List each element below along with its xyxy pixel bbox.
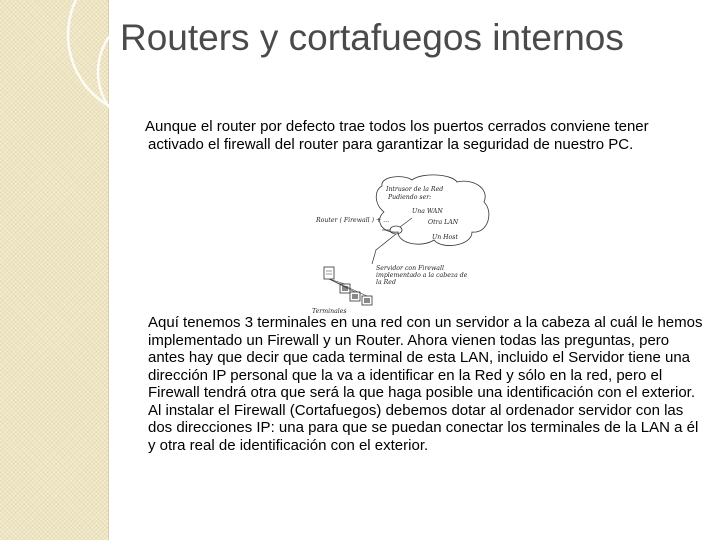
body-paragraph: Aquí tenemos 3 terminales en una red con un servidor a la cabeza al cuál le hemos implementado un Firewall y un Router. Ahora vienen todas las preguntas, pero antes hay que decir que cada terminal de esta LAN, incluido el Servidor tiene una dirección IP personal que la va a identificar en la Red y sólo en la red, pero el Firewall tendrá otra que será la que haga posible una identificación con el exterior. Al instalar el Firewall (Cortafuegos) debemos dotar al ordenador servidor con las dos direcciones IP: una para que se puedan conectar los terminales de la LAN a él y otra real de identificación con el exterior. (148, 314, 703, 454)
label-lan: Otra LAN (428, 219, 459, 226)
label-server-3: la Red (376, 279, 396, 286)
label-server-2: implementado a la cabeza de (376, 272, 468, 279)
intro-paragraph: Aunque el router por defecto trae todos los puertos cerrados conviene tener activado el firewall del router para garantizar la seguridad de nuestro PC. (145, 118, 649, 153)
label-router: Router ( Firewall ) + ... (316, 217, 390, 224)
terminal-icon (362, 296, 372, 305)
label-intruder-1: Intrusor de la Red (386, 186, 444, 193)
label-host: Un Host (432, 234, 458, 241)
label-intruder-2: Pudiendo ser: (388, 194, 432, 201)
terminal-icon (350, 292, 360, 301)
label-wan: Una WAN (412, 208, 443, 215)
server-icon (324, 267, 334, 279)
label-terminals: Terminales (312, 308, 347, 314)
network-diagram (312, 172, 502, 314)
slide-title: Routers y cortafuegos internos (120, 17, 624, 58)
label-server-1: Servidor con Firewall (376, 265, 444, 272)
